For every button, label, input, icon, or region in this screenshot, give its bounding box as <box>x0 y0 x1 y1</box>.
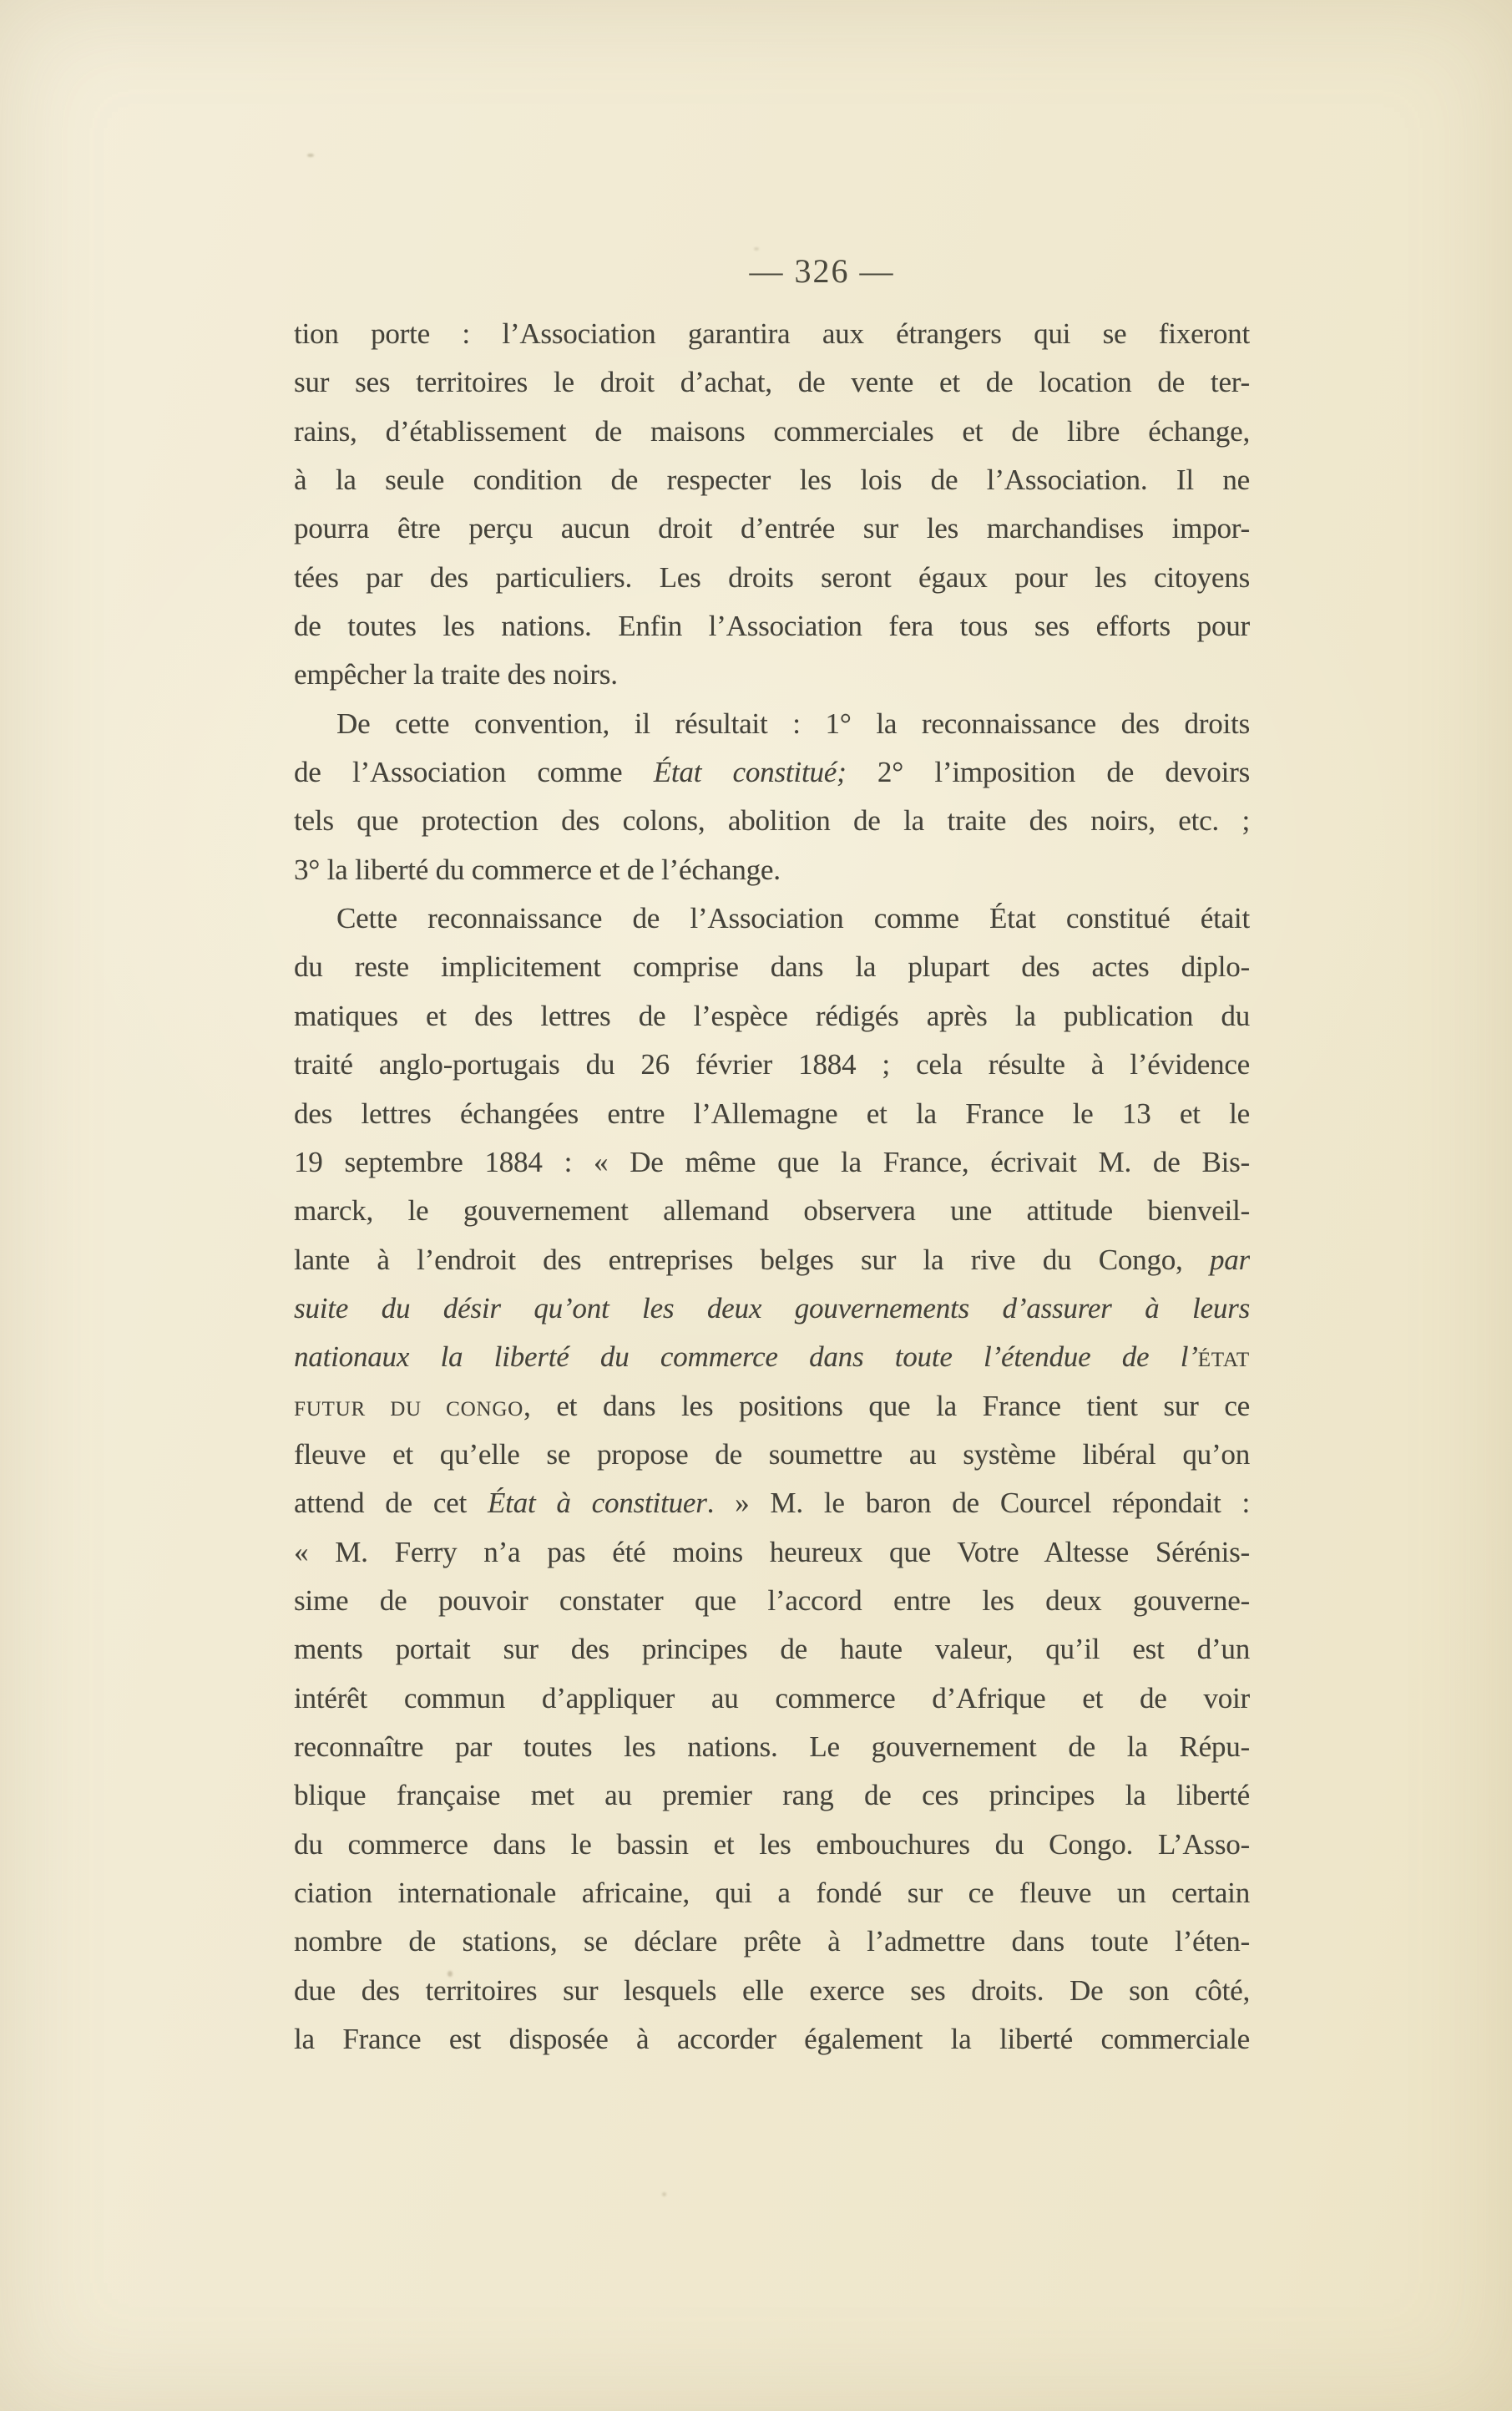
text-run: de toutes les nations. Enfin l’Association fera tous ses efforts pour <box>294 610 1250 643</box>
text-run: 19 septembre 1884 : « De même que la France, écrivait M. de Bis- <box>294 1145 1250 1178</box>
text-line <box>294 846 1250 894</box>
text-run: traité anglo-portugais du 26 février 1884 ; cela résulte à l’évidence <box>294 1048 1250 1081</box>
text-line <box>294 1821 1250 1869</box>
text-run: tées par des particuliers. Les droits seront égaux pour les citoyens <box>294 560 1250 594</box>
text-run: nombre de stations, se déclare prête à l’admettre dans toute l’éten- <box>294 1925 1250 1958</box>
text-run: empêcher la traite des noirs. <box>294 658 618 691</box>
text-run: « M. Ferry n’a pas été moins heureux que Votre Altesse Sérénis- <box>294 1535 1250 1568</box>
text-line <box>294 651 1250 699</box>
text-run: lante à l’endroit des entreprises belges sur la rive du Congo, <box>294 1243 1210 1276</box>
text-run: sur ses territoires le droit d’achat, de vente et de location de ter- <box>294 366 1250 399</box>
text-run: due des territoires sur lesquels elle exerce ses droits. De son côté, <box>294 1973 1250 2007</box>
text-line <box>294 1187 1250 1235</box>
text-line <box>294 700 1250 748</box>
text-run: ments portait sur des principes de haute valeur, qu’il est d’un <box>294 1633 1250 1666</box>
text-line <box>294 504 1250 553</box>
text-line <box>294 1528 1250 1577</box>
text-run: intérêt commun d’appliquer au commerce d’Afrique et de voir <box>294 1681 1250 1715</box>
text-line <box>294 1382 1250 1431</box>
text-line <box>294 943 1250 991</box>
text-line <box>294 1869 1250 1917</box>
text-run: des lettres échangées entre l’Allemagne et la France le 13 et le <box>294 1097 1250 1130</box>
text-run: rains, d’établissement de maisons commerciales et de libre échange, <box>294 414 1250 448</box>
text-run: attend de cet <box>294 1487 488 1520</box>
smallcaps-text-run: Futur du Congo <box>294 1389 524 1422</box>
text-line <box>294 894 1250 943</box>
text-run: . » M. le baron de Courcel répondait : <box>706 1487 1250 1520</box>
text-line <box>294 1431 1250 1479</box>
text-run: sime de pouvoir constater que l’accord entre les deux gouverne- <box>294 1583 1250 1617</box>
smallcaps-text-run: État <box>1197 1340 1250 1374</box>
text-line <box>294 1333 1250 1381</box>
text-line <box>294 748 1250 797</box>
text-line <box>294 1284 1250 1333</box>
text-run: à la seule condition de respecter les lois de l’Association. Il ne <box>294 463 1250 497</box>
text-line <box>294 1917 1250 1966</box>
text-run: du reste implicitement comprise dans la plupart des actes diplo- <box>294 950 1250 984</box>
text-run: 3° la liberté du commerce et de l’échange. <box>294 853 781 886</box>
text-run: la France est disposée à accorder également la liberté commerciale <box>294 2023 1250 2056</box>
text-run: de l’Association comme <box>294 756 654 789</box>
text-line <box>294 1625 1250 1674</box>
text-run: fleuve et qu’elle se propose de soumettre au système libéral qu’on <box>294 1437 1250 1471</box>
page-body-text <box>294 310 1250 2064</box>
text-line <box>294 1577 1250 1625</box>
text-line <box>294 1723 1250 1771</box>
text-line <box>294 1771 1250 1820</box>
text-run: pourra être perçu aucun droit d’entrée sur les marchandises impor- <box>294 512 1250 545</box>
text-line <box>294 1138 1250 1187</box>
text-run: 2° l’imposition de devoirs <box>846 756 1250 789</box>
text-run: blique française met au premier rang de ces principes la liberté <box>294 1779 1250 1812</box>
text-run: reconnaître par toutes les nations. Le gouvernement de la Répu- <box>294 1730 1250 1763</box>
text-line <box>294 1674 1250 1723</box>
text-run: tion porte : l’Association garantira aux étrangers qui se fixeront <box>294 317 1250 350</box>
italic-text-run: État à constituer <box>487 1487 707 1520</box>
text-line <box>294 2015 1250 2064</box>
text-run: tels que protection des colons, abolition de la traite des noirs, etc. ; <box>294 804 1250 838</box>
scan-speck <box>307 154 314 157</box>
text-line <box>294 554 1250 602</box>
text-line <box>294 456 1250 504</box>
text-line <box>294 1479 1250 1527</box>
scan-speck <box>754 247 759 251</box>
text-line <box>294 992 1250 1041</box>
text-run: , et dans les positions que la France tient sur ce <box>523 1389 1250 1422</box>
text-line <box>294 1090 1250 1138</box>
text-run: du commerce dans le bassin et les embouchures du Congo. L’Asso- <box>294 1827 1250 1861</box>
text-line <box>294 797 1250 845</box>
text-line <box>294 310 1250 358</box>
page-number: — 326 — <box>749 252 895 290</box>
italic-text-run: suite du désir qu’ont les deux gouvernements d’assurer à leurs <box>294 1291 1250 1325</box>
text-run: De cette convention, il résultait : 1° la reconnaissance des droits <box>336 707 1250 740</box>
text-run: marck, le gouvernement allemand observera une attitude bienveil- <box>294 1194 1250 1228</box>
text-line <box>294 358 1250 407</box>
text-line <box>294 1236 1250 1284</box>
italic-text-run: nationaux la liberté du commerce dans toute l’étendue de l’ <box>294 1340 1198 1374</box>
italic-text-run: par <box>1209 1243 1250 1276</box>
text-line <box>294 408 1250 456</box>
text-run: ciation internationale africaine, qui a fondé sur ce fleuve un certain <box>294 1877 1250 1909</box>
text-line <box>294 602 1250 651</box>
scan-speck <box>662 2192 666 2196</box>
text-line <box>294 1041 1250 1089</box>
text-run: matiques et des lettres de l’espèce rédigés après la publication du <box>294 999 1250 1032</box>
text-run: Cette reconnaissance de l’Association comme État constitué était <box>336 902 1250 935</box>
text-line <box>294 1967 1250 2015</box>
italic-text-run: État constitué; <box>653 756 847 789</box>
